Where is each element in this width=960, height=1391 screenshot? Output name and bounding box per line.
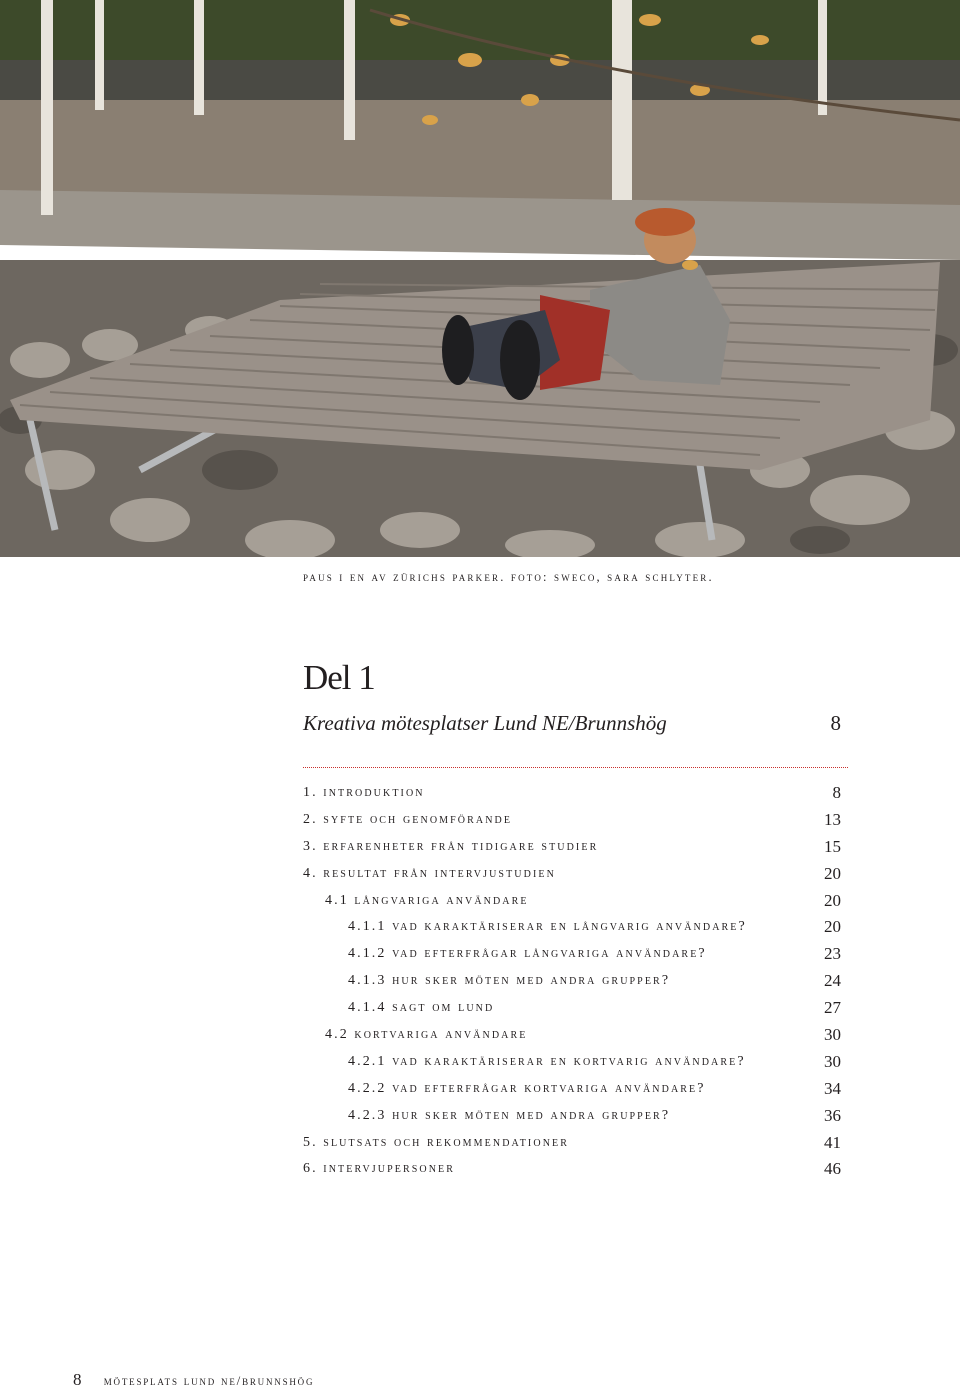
toc-entry-label: 4. resultat från intervjustudien — [303, 865, 556, 881]
toc-entry-page: 20 — [824, 890, 841, 910]
toc-entry-page: 13 — [824, 809, 841, 829]
part-subtitle: Kreativa mötesplatser Lund NE/Brunnshög — [303, 711, 667, 735]
toc-entry-page: 41 — [824, 1132, 841, 1152]
toc-entry-label: 4.1.2 vad efterfrågar långvariga användare? — [348, 946, 707, 962]
toc-entry-label: 5. slutsats och rekommendationer — [303, 1134, 569, 1150]
part-title: Del 1 — [303, 658, 375, 697]
photo-caption: paus i en av zürichs parker. foto: sweco, sara schlyter. — [303, 570, 714, 584]
toc-entry-page: 27 — [824, 998, 841, 1018]
toc-entry-label: 4.1.4 sagt om lund — [348, 1000, 495, 1016]
toc-entry-label: 4.2 kortvariga användare — [325, 1027, 528, 1043]
footer-text: mötesplats lund ne/brunnshög — [103, 1373, 315, 1388]
toc-entry-page: 30 — [824, 1025, 841, 1045]
toc-entry-label: 4.2.2 vad efterfrågar kortvariga användare? — [348, 1080, 706, 1096]
footer-page-number: 8 — [73, 1370, 82, 1389]
dotted-divider — [303, 767, 848, 768]
toc-entry — [303, 941, 841, 968]
toc-entry — [303, 807, 841, 834]
toc-entry-label: 4.1 långvariga användare — [325, 892, 529, 908]
cover-photo — [0, 0, 960, 557]
part-subtitle-page: 8 — [830, 711, 841, 735]
toc-entry — [303, 1022, 841, 1049]
toc-entry-label: 4.1.1 vad karaktäriserar en långvarig användare? — [348, 919, 747, 935]
toc-entry-page: 20 — [824, 917, 841, 937]
toc-entry-page: 36 — [824, 1105, 841, 1125]
toc-entry-page: 15 — [824, 836, 841, 856]
toc-entry — [303, 861, 841, 888]
part-subtitle-row — [303, 711, 841, 739]
toc-entry-label: 3. erfarenheter från tidigare studier — [303, 838, 599, 854]
toc-entry-label: 2. syfte och genomförande — [303, 811, 513, 827]
page-footer — [73, 1370, 314, 1390]
toc-entry — [303, 1130, 841, 1157]
toc-entry-label: 4.1.3 hur sker möten med andra grupper? — [348, 973, 671, 989]
toc-entry-page: 46 — [824, 1159, 841, 1179]
toc-entry — [303, 968, 841, 995]
toc-entry — [303, 1049, 841, 1076]
toc-entry-page: 20 — [824, 863, 841, 883]
table-of-contents — [303, 780, 841, 1183]
toc-entry — [303, 1156, 841, 1183]
toc-entry — [303, 834, 841, 861]
toc-entry-page: 34 — [824, 1078, 841, 1098]
toc-entry — [303, 888, 841, 915]
toc-entry — [303, 1103, 841, 1130]
toc-entry — [303, 780, 841, 807]
toc-entry-page: 8 — [832, 783, 841, 802]
toc-entry-label: 4.2.1 vad karaktäriserar en kortvarig användare? — [348, 1053, 746, 1069]
toc-entry-page: 24 — [824, 971, 841, 991]
toc-entry — [303, 914, 841, 941]
toc-entry-page: 30 — [824, 1051, 841, 1071]
toc-entry — [303, 995, 841, 1022]
toc-entry-page: 23 — [824, 944, 841, 964]
toc-entry-label: 6. intervjupersoner — [303, 1161, 455, 1177]
toc-entry — [303, 1076, 841, 1103]
toc-entry-label: 1. introduktion — [303, 785, 425, 800]
toc-entry-label: 4.2.3 hur sker möten med andra grupper? — [348, 1107, 671, 1123]
